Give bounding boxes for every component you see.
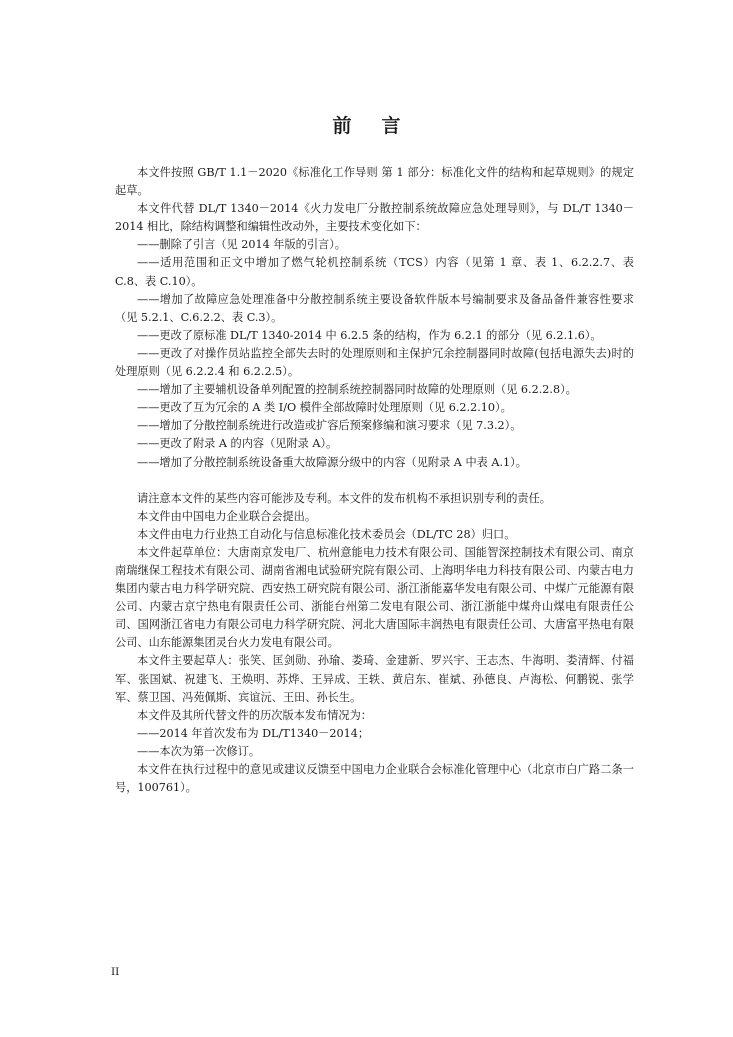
paragraph-patent-notice: 请注意本文件的某些内容可能涉及专利。本文件的发布机构不承担识别专利的责任。: [137, 491, 551, 505]
history-item: ——2014 年首次发布为 DL/T1340－2014；: [137, 726, 370, 740]
page-number: II: [111, 966, 120, 978]
paragraph-committee: 本文件由电力行业热工自动化与信息标准化技术委员会（DL/TC 28）归口。: [137, 527, 516, 541]
change-item: ——适用范围和正文中增加了燃气轮机控制系统（TCS）内容（见第 1 章、表 1、6.2.2.7、表 C.8、表 C.10）。: [115, 256, 634, 288]
change-item: ——更改了原标准 DL/T 1340-2014 中 6.2.5 条的结构，作为 6.2.1 的部分（见 6.2.1.6）。: [137, 328, 602, 342]
change-item: ——增加了主要辅机设备单列配置的控制系统控制器同时故障的处理原则（见 6.2.2.8）。: [137, 383, 577, 397]
change-item: ——更改了附录 A 的内容（见附录 A）。: [137, 437, 338, 451]
change-item: ——更改了对操作员站监控全部失去时的处理原则和主保护冗余控制器同时故障(包括电源失去)时的处理原则（见 6.2.2.4 和 6.2.2.5）。: [115, 346, 634, 379]
paragraph-drafting-rules: 本文件按照 GB/T 1.1－2020《标准化工作导则 第 1 部分：标准化文件的结构和起草规则》的规定起草。: [115, 166, 634, 198]
paragraph-feedback: 本文件在执行过程中的意见或建议反馈至中国电力企业联合会标准化管理中心（北京市白广路二条一号，100761）。: [115, 763, 634, 795]
change-item: ——增加了故障应急处理准备中分散控制系统主要设备软件版本号编制要求及备品备件兼容性要求（见 5.2.1、C.6.2.2、表 C.3）。: [115, 292, 634, 324]
change-item: ——更改了互为冗余的 A 类 I/O 模件全部故障时处理原则（见 6.2.2.10）。: [137, 401, 512, 415]
page-title: 前言: [332, 115, 431, 137]
paragraph-proposer: 本文件由中国电力企业联合会提出。: [137, 509, 317, 523]
paragraph-gap: [115, 472, 634, 490]
paragraph-history: 本文件及其所代替文件的历次版本发布情况为：: [137, 708, 372, 722]
history-item: ——本次为第一次修订。: [137, 744, 261, 758]
paragraph-drafting-units: 本文件起草单位：大唐南京发电厂、杭州意能电力技术有限公司、国能智深控制技术有限公司、南京南瑞继保工程技术有限公司、湖南省湘电试验研究院有限公司、上海明华电力科技有限公司、内蒙古电力集团内蒙古电力科学研究院、西安热工研究院有限公司、浙江浙能嘉华发电有限公司、中煤广元能源有限公司、内蒙古京宁热电有限责任公司、浙能台州第二发电有限公司、浙江浙能中煤舟山煤电有限责任公司、国网浙江省电力有限公司电力科学研究院、河北大唐国际丰润热电有限责任公司、大唐富平热电有限公司、山东能源集团灵台火力发电有限公司。: [115, 545, 634, 650]
paragraph-drafters: 本文件主要起草人：张笑、匡剑勋、孙瑜、娄琦、金建新、罗兴宇、王志杰、牛海明、娄清辉、付福军、张国斌、祝建飞、王焕明、苏烨、王异成、王轶、黄启东、崔斌、孙德良、卢海松、何鹏锐、张学军、蔡卫国、冯苑佩斯、宾谊沅、王田、孙长生。: [115, 654, 634, 704]
change-item: ——增加了分散控制系统进行改造或扩容后预案修编和演习要求（见 7.3.2）。: [137, 419, 522, 433]
foreword-body: [115, 164, 634, 797]
paragraph-replaces: 本文件代替 DL/T 1340－2014《火力发电厂分散控制系统故障应急处理导则》，与 DL/T 1340－2014 相比，除结构调整和编辑性改动外，主要技术变化如下：: [115, 202, 634, 234]
change-item: ——增加了分散控制系统设备重大故障源分级中的内容（见附录 A 中表 A.1）。: [137, 455, 527, 469]
change-item: ——删除了引言（见 2014 年版的引言）。: [137, 238, 346, 252]
